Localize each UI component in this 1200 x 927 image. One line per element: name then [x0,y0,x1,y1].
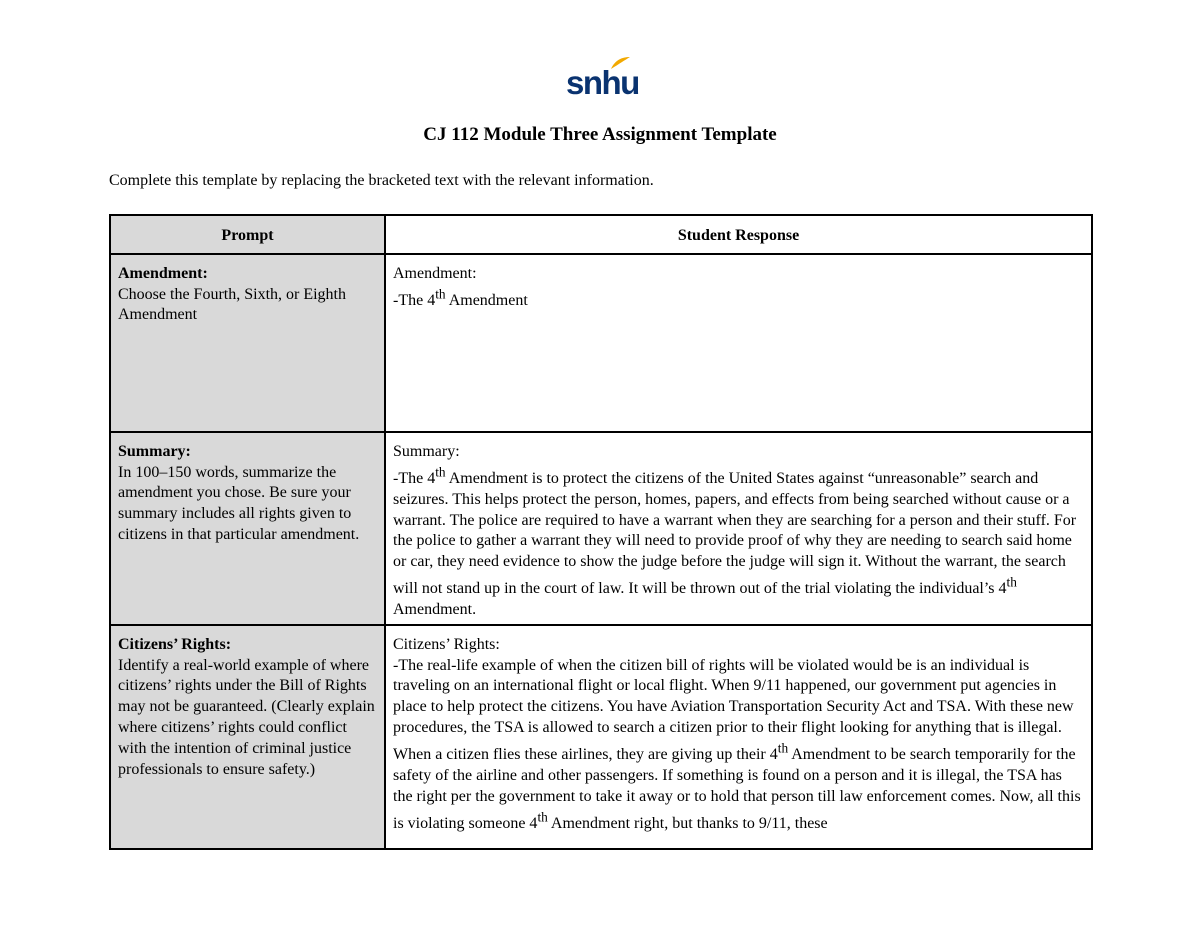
response-text: -The 4th Amendment is to protect the citizens of the United States against “unreasonable” search and seizures. This helps protect the person, homes, papers, and effects from being searched without cause or a warrant. The police are required to have a warrant when they are searching for a person and their stuff. For the police to gather a warrant they will need to provide proof of why they are needing to search said home or car, they need evidence to show the judge before the judge will sign it. Without the warrant, the search will not stand up in the court of law. It will be thrown out of the trial violating the individual’s 4th Amendment. [393,464,1077,619]
prompt-header: Prompt [110,215,385,254]
table-row [110,432,1092,625]
response-label: Citizens’ Rights: [393,635,500,653]
logo-text: snhu [566,64,639,101]
table-row [110,625,1092,849]
prompt-text: Identify a real-world example of where citizens’ rights under the Bill of Rights may not be guaranteed. (Clearly explain where citizens’ rights could conflict with the intention of criminal justice professionals to ensure safety.) [118,656,375,778]
prompt-cell-amendment [110,254,385,432]
table-row [110,254,1092,432]
prompt-label: Amendment: [118,264,208,282]
document-title: CJ 112 Module Three Assignment Template [423,124,777,145]
response-label: Summary: [393,442,460,460]
response-cell-summary[interactable] [385,432,1092,625]
response-text: -The real-life example of when the citizen bill of rights will be violated would be is an individual is traveling on an international flight or local flight. When 9/11 happened, our government put agencies in place to help protect the citizens. You have Aviation Transportation Security Act and TSA. With these new procedures, the TSA is allowed to search a citizen prior to their flight looking for anything that is illegal. When a citizen flies these airlines, they are giving up their 4th Amendment to be search temporarily for the safety of the airline and other passengers. If something is found on a person and it is illegal, the TSA has the right per the government to take it away or to hold that person till law enforcement comes. Now, all this is violating someone 4th Amendment right, but thanks to 9/11, these [393,656,1081,832]
prompt-text: In 100–150 words, summarize the amendment you chose. Be sure your summary includes all rights given to citizens in that particular amendment. [118,463,360,543]
response-header: Student Response [385,215,1092,254]
instructions-text: Complete this template by replacing the bracketed text with the relevant information. [109,172,654,189]
response-cell-citizens-rights[interactable] [385,625,1092,849]
prompt-label: Citizens’ Rights: [118,635,232,653]
response-label: Amendment: [393,264,477,282]
prompt-label: Summary: [118,442,191,460]
table-header-row [110,215,1092,254]
response-cell-amendment[interactable] [385,254,1092,432]
assignment-table [109,214,1093,850]
prompt-cell-citizens-rights [110,625,385,849]
prompt-cell-summary [110,432,385,625]
prompt-text: Choose the Fourth, Sixth, or Eighth Amendment [118,285,346,324]
response-text: -The 4th Amendment [393,286,528,309]
snhu-logo [566,56,639,104]
